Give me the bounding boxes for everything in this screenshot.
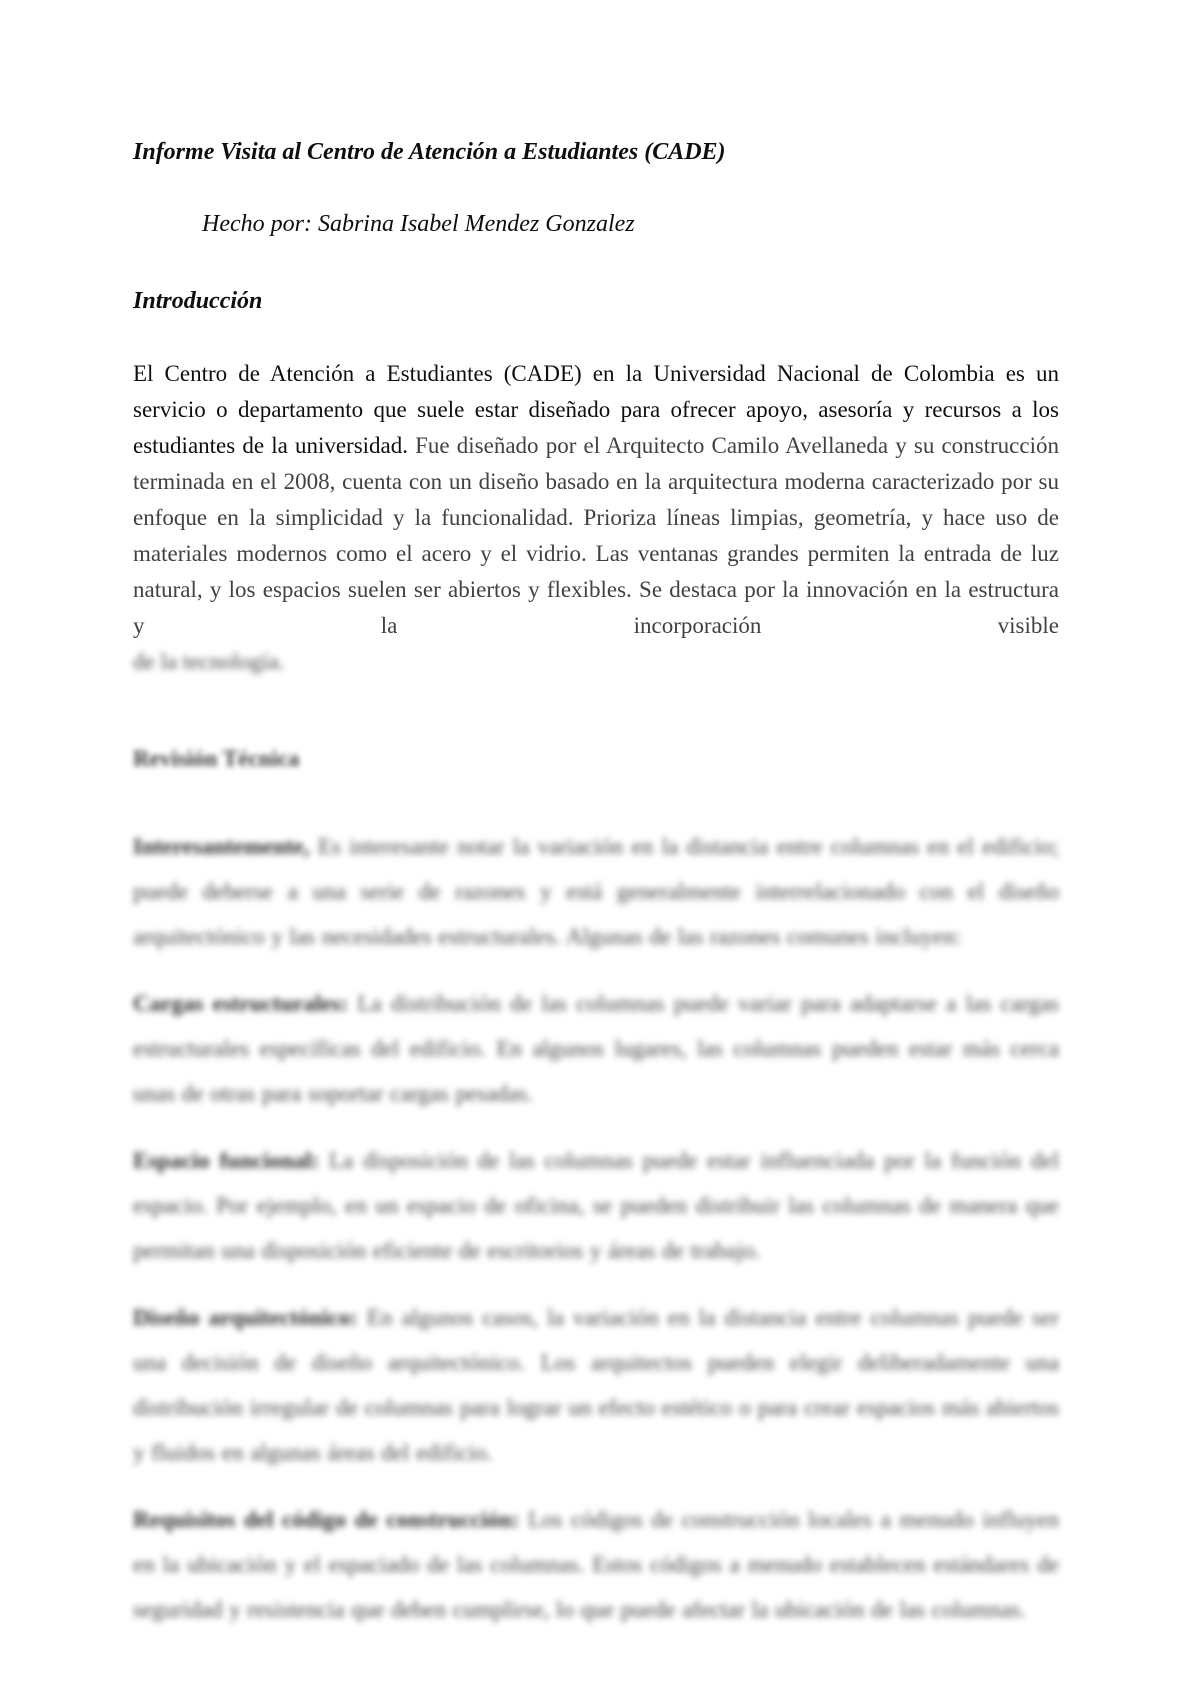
blurred-paragraph-tail: de la tecnología. [133, 649, 285, 674]
intro-text-primary: El Centro de Atención a Estudiantes (CADE) en la Universidad Nacional de Colombia es un servicio o departamento que suele estar diseñado para ofrecer apoyo, asesoría y recursos a los estudiantes de la universidad. [133, 361, 1059, 458]
author-byline: Hecho por: Sabrina Isabel Mendez Gonzalez [202, 211, 635, 237]
blurred-paragraph [133, 1138, 1059, 1273]
blurred-paragraph [133, 981, 1059, 1116]
blurred-paragraph-body: La distribución de las columnas puede variar para adaptarse a las cargas estructurales específicas del edificio. En algunos lugares, las columnas pueden estar más cerca unas de otras para soportar cargas pesadas. [133, 991, 1059, 1106]
blurred-paragraph-body: En algunos casos, la variación en la distancia entre columnas puede ser una decisión de diseño arquitectónico. Los arquitectos pueden elegir deliberadamente una distribución irregular de columnas para lograr un efecto estético o para crear espacios más abiertos y fluidos en algunas áreas del edificio. [133, 1305, 1059, 1465]
blurred-paragraph-body: Es interesante notar la variación en la distancia entre columnas en el edificio; puede deberse a una serie de razones y está generalmente interrelacionado con el diseño arquitectónico y las necesidades estructurales. Algunas de las razones comunes incluyen: [133, 834, 1059, 949]
intro-text-secondary: Fue diseñado por el Arquitecto Camilo Avellaneda y su construcción terminada en el 2008, cuenta con un diseño basado en la arquitectura moderna caracterizado por su enfoque en la simplicidad y la funcionalidad. Prioriza líneas limpias, geometría, y hace uso de materiales modernos como el acero y el vidrio. Las ventanas grandes permiten la entrada de luz natural, y los espacios suelen ser abiertos y flexibles. Se destaca por la innovación en la estructura y la incorporación visible [133, 433, 1059, 638]
blurred-paragraph-body: Los códigos de construcción locales a menudo influyen en la ubicación y el espaciado de las columnas. Estos códigos a menudo establecen estándares de seguridad y resistencia que deben cumplirse, lo que puede afectar la ubicación de las columnas. [133, 1507, 1059, 1622]
blurred-paragraph-lead: Espacio funcional: [133, 1148, 320, 1173]
blurred-paragraph-lead: Diseño arquitectónico: [133, 1305, 358, 1330]
blurred-paragraph [133, 824, 1059, 959]
intro-section-heading: Introducción [133, 288, 263, 314]
blurred-paragraph-lead: Interesantemente, [133, 834, 310, 859]
intro-paragraph [133, 356, 1059, 644]
blurred-paragraph-lead: Requisitos del código de construcción: [133, 1507, 520, 1532]
document-title: Informe Visita al Centro de Atención a Estudiantes (CADE) [133, 139, 726, 165]
blurred-paragraph [133, 1497, 1059, 1632]
blurred-paragraph-lead: Cargas estructurales: [133, 991, 349, 1016]
blurred-section-heading: Revisión Técnica [133, 746, 300, 771]
blurred-paragraph-body: La disposición de las columnas puede estar influenciada por la función del espacio. Por ejemplo, en un espacio de oficina, se pueden distribuir las columnas de manera que permitan una disposición eficiente de escritorios y áreas de trabajo. [133, 1148, 1059, 1263]
blurred-paragraph [133, 1295, 1059, 1475]
